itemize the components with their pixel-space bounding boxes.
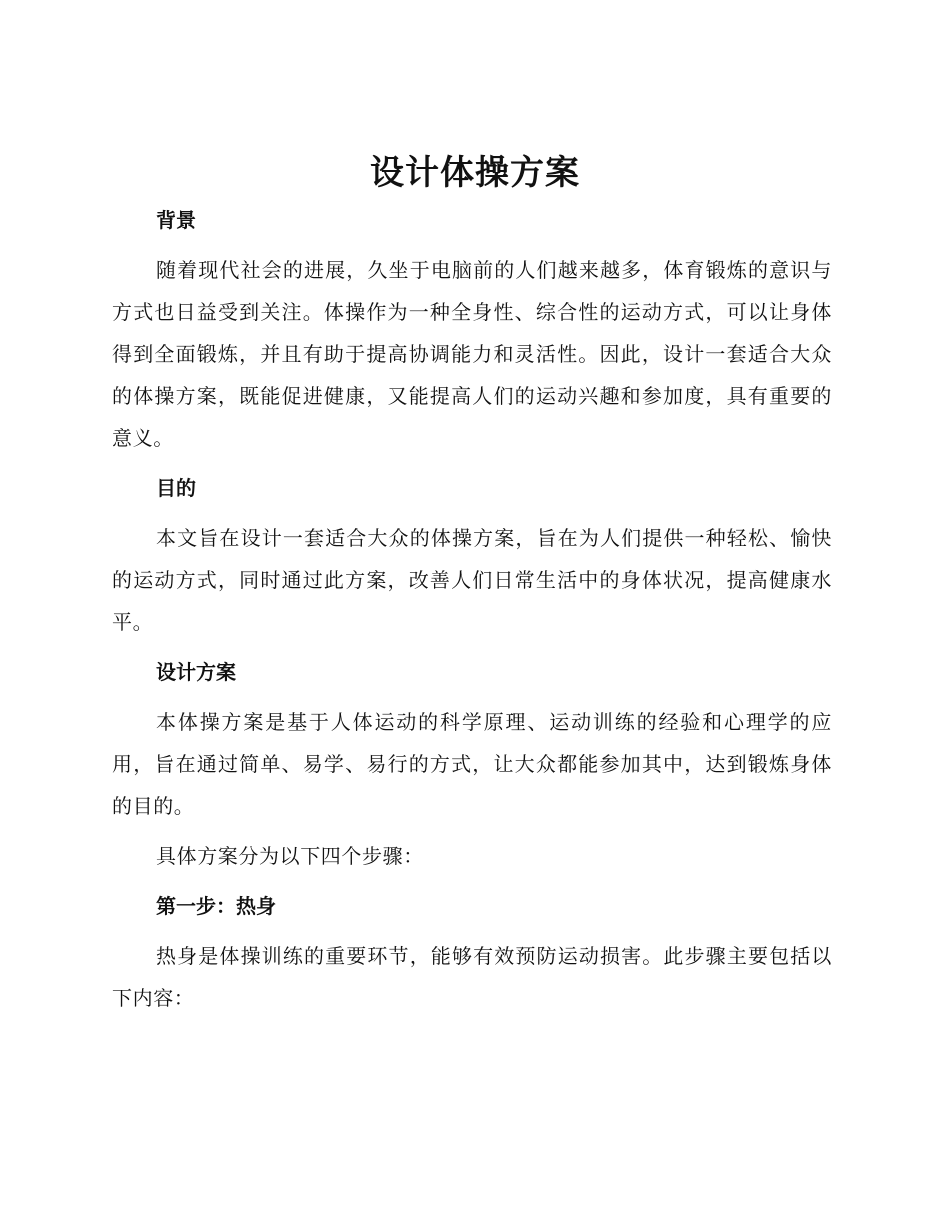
document-title: 设计体操方案 xyxy=(370,153,580,193)
paragraph-steps-intro: 具体方案分为以下四个步骤： xyxy=(156,844,424,868)
section-heading-step1: 第一步：热身 xyxy=(156,894,276,918)
section-heading-background: 背景 xyxy=(156,208,196,232)
section-heading-purpose: 目的 xyxy=(156,476,196,500)
paragraph-step1: 热身是体操训练的重要环节，能够有效预防运动损害。此步骤主要包括以下内容： xyxy=(112,944,832,1010)
paragraph-purpose: 本文旨在设计一套适合大众的体操方案，旨在为人们提供一种轻松、愉快的运动方式，同时通过此方案，改善人们日常生活中的身体状况，提高健康水平。 xyxy=(112,526,832,634)
paragraph-design: 本体操方案是基于人体运动的科学原理、运动训练的经验和心理学的应用，旨在通过简单、易学、易行的方式，让大众都能参加其中，达到锻炼身体的目的。 xyxy=(112,710,832,818)
document-body xyxy=(112,199,832,1027)
section-heading-design: 设计方案 xyxy=(156,660,236,684)
paragraph-background: 随着现代社会的进展，久坐于电脑前的人们越来越多，体育锻炼的意识与方式也日益受到关注。体操作为一种全身性、综合性的运动方式，可以让身体得到全面锻炼，并且有助于提高协调能力和灵活性。因此，设计一套适合大众的体操方案，既能促进健康，又能提高人们的运动兴趣和参加度，具有重要的意义。 xyxy=(112,258,832,450)
